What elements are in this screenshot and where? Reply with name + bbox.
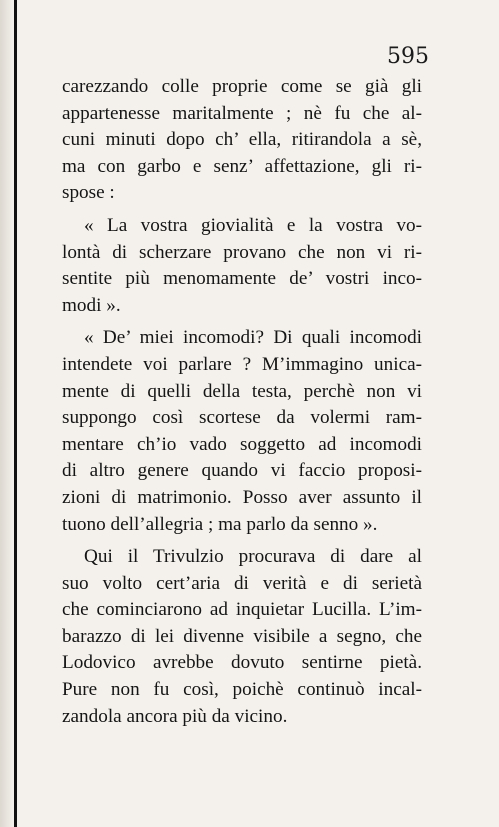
text-line: lontà di scherzare provano che non vi ri-	[62, 241, 422, 263]
binding-edge	[14, 0, 17, 827]
text-line: che cominciarono ad inquietar Lucilla. L’im-	[62, 599, 422, 621]
text-line: mentare ch’io vado soggetto ad incomodi	[62, 433, 422, 455]
text-line: Pure non fu così, poichè continuò incal-	[62, 679, 422, 701]
text-line: ma con garbo e senz’ affettazione, gli ri-	[62, 155, 422, 177]
text-line: suo volto cert’aria di verità e di serietà	[62, 572, 422, 594]
text-line: appartenesse maritalmente ; nè fu che al-	[62, 102, 422, 124]
text-line: « La vostra giovialità e la vostra vo-	[84, 214, 422, 236]
text-line: modi ».	[62, 294, 121, 316]
text-line: sentite più menomamente de’ vostri inco-	[62, 268, 422, 290]
text-line: mente di quelli della testa, perchè non vi	[62, 380, 422, 402]
text-line: carezzando colle proprie come se già gli	[62, 76, 422, 97]
text-line: di altro genere quando vi faccio proposi-	[62, 460, 422, 482]
text-line: « De’ miei incomodi? Di quali incomodi	[84, 327, 422, 349]
text-line: spose :	[62, 182, 115, 204]
text-line: intendete voi parlare ? M’immagino unica-	[62, 353, 422, 375]
body-text	[62, 74, 422, 730]
text-line: cuni minuti dopo ch’ ella, ritirandola a sè,	[62, 129, 422, 151]
text-line: barazzo di lei divenne visibile a segno, che	[62, 625, 422, 647]
text-line: Lodovico avrebbe dovuto sentirne pietà.	[62, 652, 422, 674]
text-line: tuono dell’allegria ; ma parlo da senno ».	[62, 513, 378, 535]
text-line: Qui il Trivulzio procurava di dare al	[84, 546, 422, 568]
text-line: suppongo così scortese da volermi ram-	[62, 407, 422, 429]
text-line: zioni di matrimonio. Posso aver assunto il	[62, 486, 422, 508]
text-line: zandola ancora più da vicino.	[62, 705, 288, 727]
gutter-shadow	[0, 0, 14, 827]
page-number: 595	[387, 44, 429, 69]
